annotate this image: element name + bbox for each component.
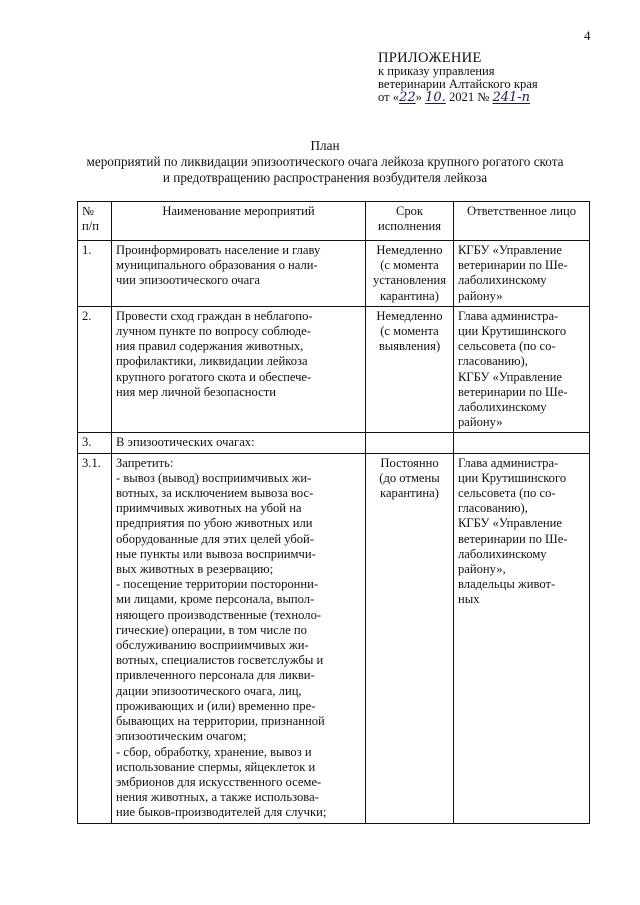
measure-line: крупного рогатого скота и обеспече-: [116, 369, 312, 384]
term-line: Немедленно: [376, 243, 443, 257]
responsible-line: району»,: [458, 562, 506, 577]
measure-line: ние быков-производителей для случки;: [116, 805, 327, 820]
responsible-line: ных: [458, 592, 480, 607]
term-line: Постоянно: [380, 455, 439, 470]
term-line: Немедленно: [376, 308, 443, 323]
measure-line: эпизоотическим очагом;: [116, 729, 247, 744]
header-name: Наименование мероприятий: [112, 202, 366, 241]
responsible-line: Глава администра-: [458, 455, 559, 470]
responsible-cell: [454, 241, 590, 307]
term-line: выявления): [378, 339, 441, 354]
header-responsible: Ответственное лицо: [454, 202, 590, 241]
term-cell: [366, 306, 454, 433]
table-row: [78, 433, 590, 453]
responsible-line: лаболихинскому: [458, 546, 547, 561]
measure-line: В эпизоотических очагах:: [116, 435, 255, 450]
measure-line: ния правил содержания животных,: [116, 339, 304, 354]
date-year: 2021 №: [448, 90, 490, 104]
measure-line: нения животных, а также использова-: [116, 790, 319, 805]
measure-line: вотных, специалистов госветслужбы и: [116, 653, 324, 668]
responsible-cell: [454, 453, 590, 823]
term-line: (до отмены: [379, 470, 440, 485]
order-number: 241-п: [492, 90, 531, 105]
measure-line: няющего производственные (техноло-: [116, 607, 322, 622]
measure-line: вотных, за исключением вывоза вос-: [116, 486, 314, 501]
measure-line: дации эпизоотического очага, лиц,: [116, 683, 302, 698]
responsible-line: сельсовета (по со-: [458, 339, 556, 354]
responsible-cell: [454, 433, 590, 453]
measure-line: использование спермы, яйцеклеток и: [116, 759, 316, 774]
date-mid: »: [415, 90, 422, 104]
row-number: 2.: [78, 306, 112, 433]
measure-line: ми лицами, кроме персонала, выпол-: [116, 592, 315, 607]
responsible-line: гласованию),: [458, 501, 528, 516]
header-num: № п/п: [78, 202, 112, 241]
responsible-line: ветеринарии по Ше-: [458, 258, 568, 273]
responsible-line: КГБУ «Управление: [458, 369, 562, 384]
measure-line: - посещение территории посторонни-: [116, 577, 319, 592]
responsible-line: гласованию),: [458, 354, 528, 369]
measures-table: [77, 201, 590, 824]
measure-line: чии эпизоотического очага: [116, 273, 260, 288]
measure-line: Провести сход граждан в неблагопо-: [116, 308, 313, 323]
term-line: карантина): [380, 486, 439, 501]
measure-line: Запретить:: [116, 455, 174, 470]
measure-line: предприятия по убою животных или: [116, 516, 313, 531]
measure-line: привлеченного персонала для ликви-: [116, 668, 315, 683]
document-title: [40, 138, 610, 186]
date-prefix: от «: [378, 90, 400, 104]
date-day: 22: [399, 90, 416, 105]
date-month: 10.: [425, 90, 446, 105]
measure-line: гические) операции, в том числе по: [116, 622, 307, 637]
term-cell: [366, 433, 454, 453]
appendix-title: ПРИЛОЖЕНИЕ: [378, 50, 482, 66]
responsible-line: ции Крутишинского: [458, 324, 567, 339]
measure-cell: [112, 241, 366, 307]
measure-line: ные пункты или вывоза восприимчи-: [116, 546, 316, 561]
appendix-line-2: ветеринарии Алтайского края: [378, 77, 538, 91]
responsible-cell: [454, 306, 590, 433]
measure-line: эмбрионов для искусственного осеме-: [116, 774, 322, 789]
measure-line: ния мер личной безопасности: [116, 384, 276, 399]
table-row: [78, 306, 590, 433]
responsible-line: КГБУ «Управление: [458, 516, 562, 531]
measure-line: оборудованные для этих целей убой-: [116, 531, 314, 546]
responsible-line: району»: [458, 415, 503, 430]
measure-line: Проинформировать население и главу: [116, 243, 321, 257]
responsible-line: КГБУ «Управление: [458, 243, 562, 257]
measure-cell: [112, 453, 366, 823]
term-line: установления: [372, 273, 447, 288]
title-line-1: План: [310, 138, 340, 153]
header-term: Срок исполнения: [366, 202, 454, 241]
measure-line: приимчивых животных на убой на: [116, 501, 302, 516]
term-cell: [366, 453, 454, 823]
title-line-2: мероприятий по ликвидации эпизоотического очага лейкоза крупного рогатого скота: [86, 154, 564, 169]
measure-line: - вывоз (вывод) восприимчивых жи-: [116, 470, 312, 485]
row-number: 3.1.: [78, 453, 112, 823]
measure-cell: [112, 306, 366, 433]
responsible-line: ветеринарии по Ше-: [458, 384, 568, 399]
appendix-block: [378, 52, 538, 104]
responsible-line: лаболихинскому: [458, 273, 547, 288]
term-line: (с момента: [380, 324, 439, 339]
responsible-line: Глава администра-: [458, 308, 559, 323]
measure-line: муниципального образования о нали-: [116, 258, 318, 273]
title-line-3: и предотвращению распространения возбудителя лейкоза: [162, 170, 488, 185]
measure-line: лучном пункте по вопросу соблюде-: [116, 324, 311, 339]
responsible-line: ветеринарии по Ше-: [458, 531, 568, 546]
measure-line: проживающих и (или) временно пре-: [116, 698, 316, 713]
table-row: [78, 453, 590, 823]
measure-cell: [112, 433, 366, 453]
term-line: (с момента: [380, 258, 439, 273]
responsible-line: району»: [458, 288, 503, 303]
measure-line: бывающих на территории, признанной: [116, 714, 325, 729]
table-header-row: [78, 202, 590, 241]
measure-line: - сбор, обработку, хранение, вывоз и: [116, 744, 312, 759]
appendix-line-1: к приказу управления: [378, 64, 495, 78]
row-number: 1.: [78, 241, 112, 307]
measure-line: профилактики, ликвидации лейкоза: [116, 354, 308, 369]
appendix-date-line: [378, 91, 538, 104]
row-number: 3.: [78, 433, 112, 453]
responsible-line: сельсовета (по со-: [458, 486, 556, 501]
measure-line: обслуживанию восприимчивых жи-: [116, 638, 309, 653]
measure-line: вых животных в резервацию;: [116, 562, 274, 577]
page-number: 4: [584, 28, 591, 43]
table-row: [78, 241, 590, 307]
responsible-line: лаболихинскому: [458, 400, 547, 415]
responsible-line: владельцы живот-: [458, 577, 556, 592]
term-cell: [366, 241, 454, 307]
term-line: карантина): [380, 288, 439, 303]
responsible-line: ции Крутишинского: [458, 470, 567, 485]
